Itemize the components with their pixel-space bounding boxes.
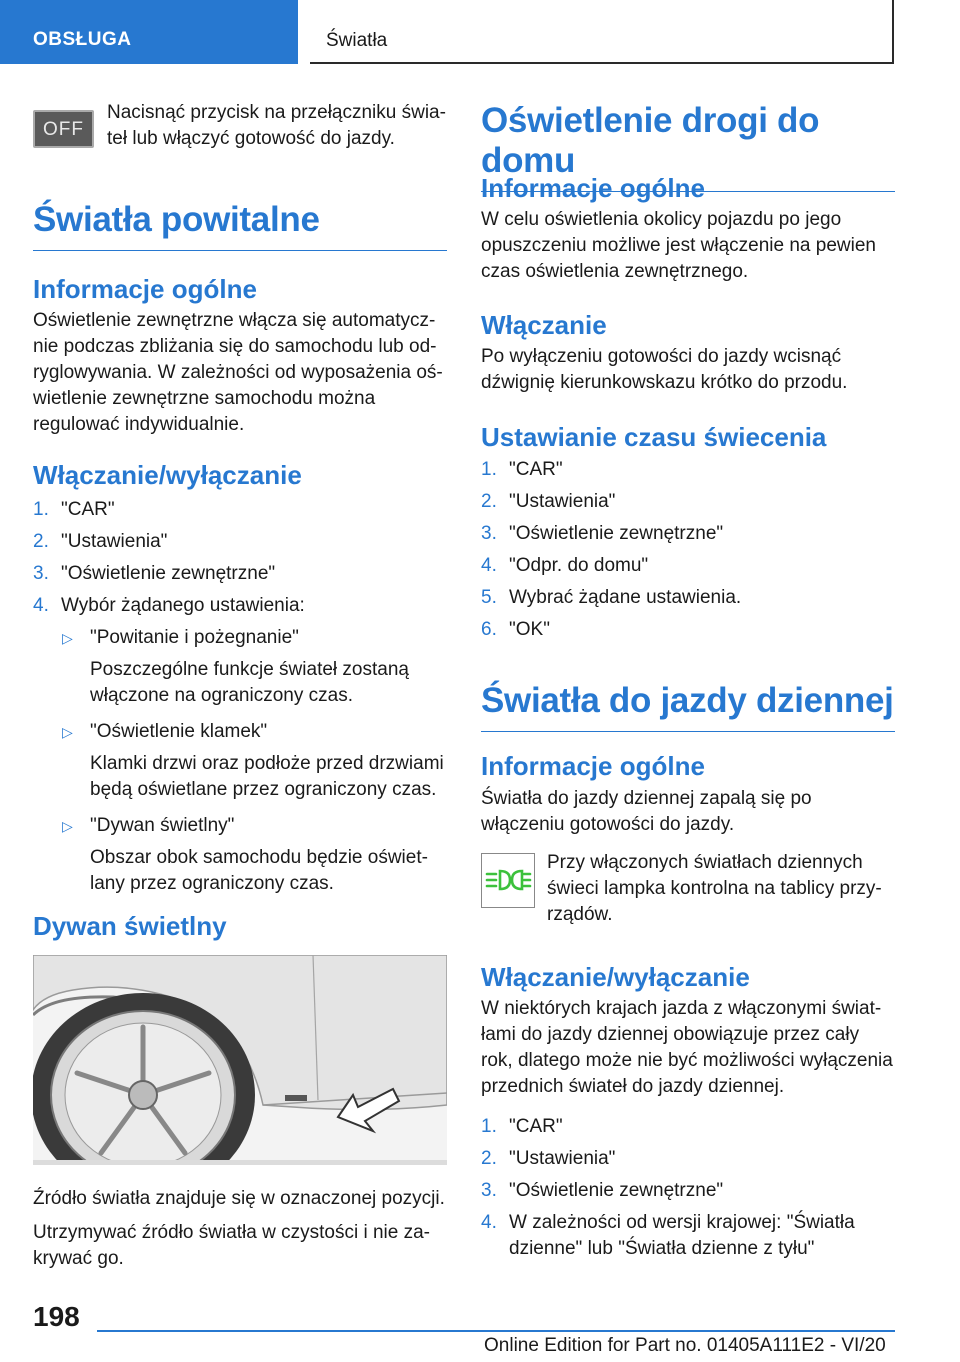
carpet-clean-text: Utrzymywać źródło światła w czystości i nie za-krywać go. [33,1222,430,1269]
triangle-bullet-icon: ▷ [62,818,73,834]
home-lighting-heading: Oświetlenie drogi do domu [481,101,895,192]
welcome-info-text: Oświetlenie zewnętrzne włącza się automatycz-nie podczas zbliżania się do samochodu lub od-ryglowywania. W zależności od wyposażenia oś-wietlenie zewnętrzne samochodu można regulować indywidualnie. [33,310,443,435]
home-on-heading: Włączanie [481,310,607,340]
section-tab [0,0,298,64]
list-item: ▷ "Powitanie i pożegnanie" Poszczególne funkcje świateł zostaną włączone na ograniczony czas. [62,627,409,706]
home-info-text: W celu oświetlenia okolicy pojazdu po jego opuszczeniu możliwe jest włączenie na pewien czas oświetlenia zewnętrznego. [481,209,876,282]
list-item: 3. "Oświetlenie zewnętrzne" [481,523,724,544]
home-on-text: Po wyłączeniu gotowości do jazdy wcisnąć dźwignię kierunkowskazu krótko do przodu. [481,346,848,393]
list-item: 4. Wybór żądanego ustawienia: [33,595,305,616]
edition-note: Online Edition for Part no. 01405A111E2 - VI/20 [484,1335,886,1356]
list-item: ▷ "Dywan świetlny" Obszar obok samochodu będzie oświet-lany przez ograniczony czas. [62,815,428,894]
welcome-options [33,625,447,907]
drl-onoff-text: W niektórych krajach jazda z włączonymi świat-łami do jazdy dziennej obowiązuje przez cały rok, dlatego może nie być możliwości wyłączenia przednich świateł do jazdy dziennej. [481,998,893,1097]
list-item: 1. "CAR" [33,499,115,520]
list-item: 4. "Odpr. do domu" [481,555,649,576]
list-item: 1. "CAR" [481,1116,563,1137]
off-instruction: Nacisnąć przycisk na przełączniku świa-teł lub włączyć gotowość do jazdy. [107,102,446,149]
drl-steps [481,1114,895,1268]
welcome-info-heading: Informacje ogólne [33,274,257,304]
list-item: 1. "CAR" [481,459,563,480]
drl-info-heading: Informacje ogólne [481,751,705,781]
daytime-lights-heading: Światła do jazdy dziennej [481,681,895,732]
drl-info-text: Światła do jazdy dziennej zapalą się po włączeniu gotowości do jazdy. [481,788,812,835]
list-item: 5. Wybrać żądane ustawienia. [481,587,742,608]
time-steps [481,457,895,649]
list-item: 2. "Ustawienia" [481,491,616,512]
welcome-onoff-heading: Włączanie/wyłączanie [33,460,302,490]
drl-onoff-heading: Włączanie/wyłączanie [481,962,750,992]
list-item: 4. W zależności od wersji krajowej: "Światła dzienne" lub "Światła dzienne z tyłu" [481,1212,855,1259]
chapter-title: Światła [326,30,388,51]
list-item: 6. "OK" [481,619,550,640]
list-item: 3. "Oświetlenie zewnętrzne" [481,1180,724,1201]
footer-divider [97,1330,895,1332]
list-item: ▷ "Oświetlenie klamek" Klamki drzwi oraz podłoże przed drzwiami będą oświetlane przez ograniczony czas. [62,721,444,800]
triangle-bullet-icon: ▷ [62,630,73,646]
carpet-location-text: Źródło światła znajduje się w oznaczonej pozycji. [33,1188,445,1209]
carpet-heading: Dywan świetlny [33,911,227,941]
home-info-heading: Informacje ogólne [481,173,705,203]
welcome-lights-heading: Światła powitalne [33,200,447,251]
section-label: OBSŁUGA [33,29,132,50]
triangle-bullet-icon: ▷ [62,724,73,740]
time-setting-heading: Ustawianie czasu świecenia [481,422,827,452]
welcome-steps [33,497,447,625]
drl-indicator-text: Przy włączonych światłach dziennych świeci lampka kontrolna na tablicy przy-rządów. [547,852,882,925]
list-item: 3. "Oświetlenie zewnętrzne" [33,563,276,584]
chapter-header [310,0,894,64]
car-carpet-light-image [33,955,447,1165]
list-item: 2. "Ustawienia" [481,1148,616,1169]
off-button-icon: OFF [33,110,94,148]
page-number: 198 [33,1301,80,1332]
daytime-running-light-icon [481,853,535,908]
list-item: 2. "Ustawienia" [33,531,168,552]
